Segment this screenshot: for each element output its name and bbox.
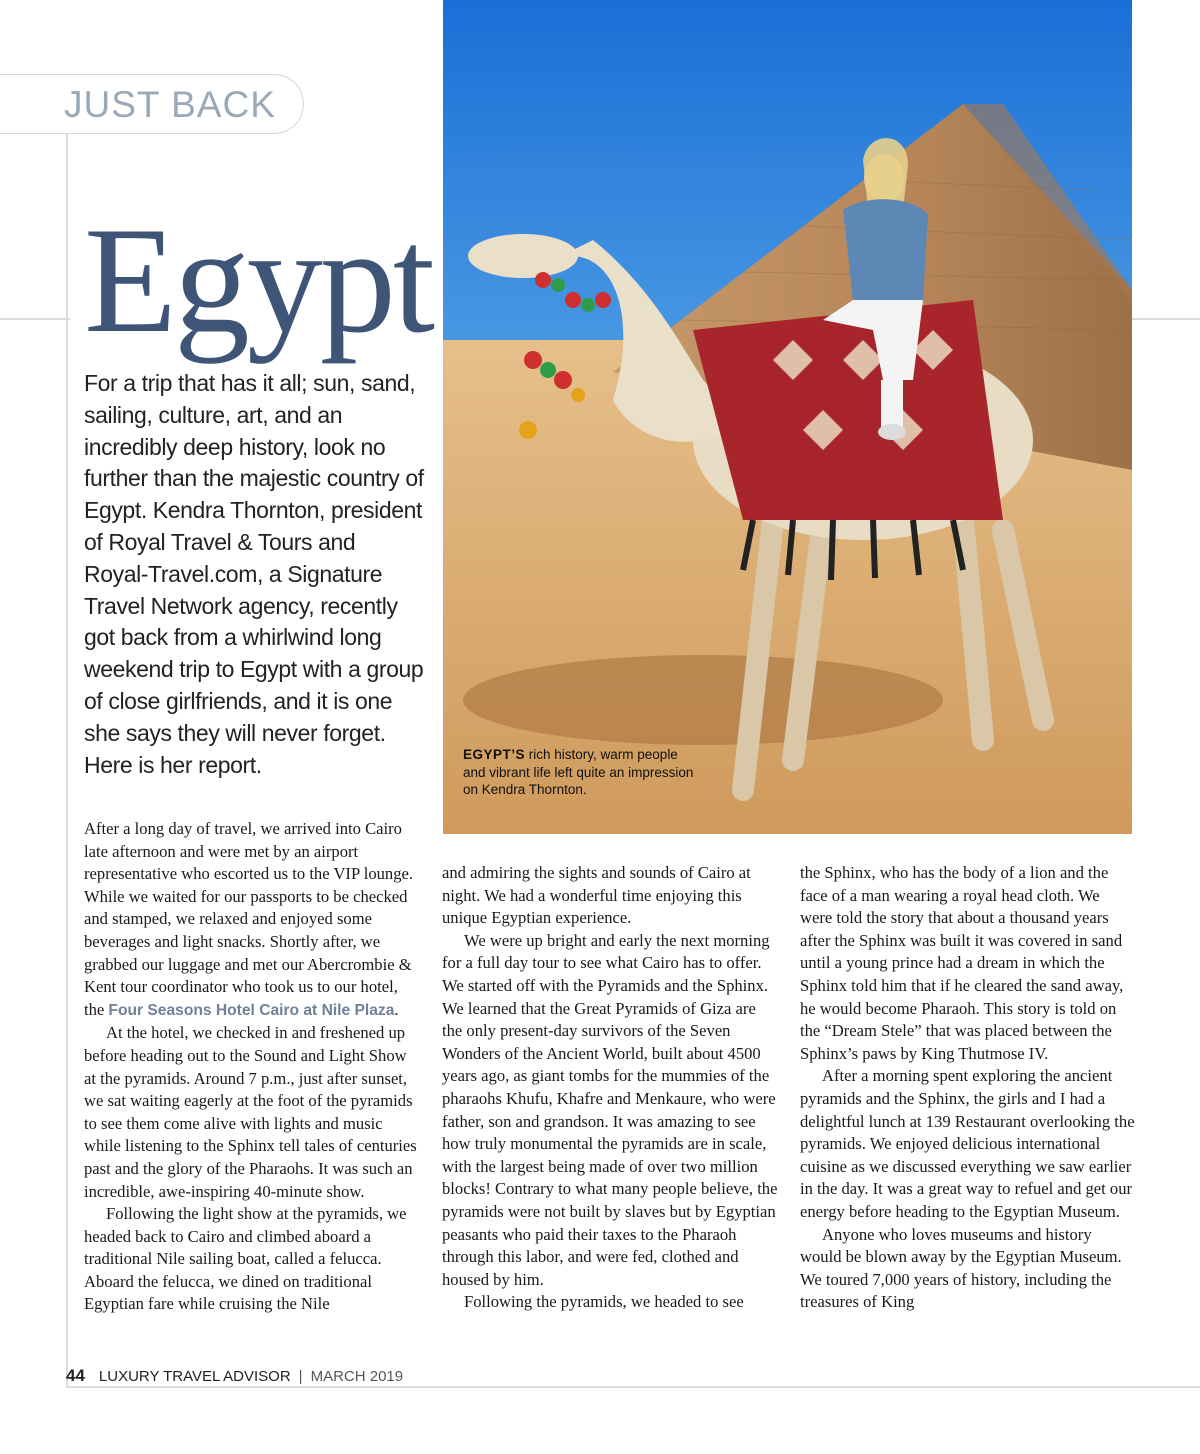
- article-deck: For a trip that has it all; sun, sand, sailing, culture, art, and an incredibly deep history, look no further than the majestic country of Egypt. Kendra Thornton, president of Royal Travel & Tours and Royal-Travel.com, a Signature Travel Network agency, recently got back from a whirlwind long weekend trip to Egypt with a group of close girlfriends, and it is one she says they will never forget. Here is her report.: [84, 370, 424, 778]
- paragraph: After a morning spent exploring the ancient pyramids and the Sphinx, the girls and I had a delightful lunch at 139 Restaurant overlooking the pyramids. We enjoyed delicious international cuisine as we discussed everything we saw earlier in the day. It was a great way to refuel and get our energy before heading to the Egyptian Museum.: [800, 1066, 1135, 1221]
- paragraph-text: After a long day of travel, we arrived into Cairo late afternoon and were met by an airport representative who escorted us to the VIP lounge. While we waited for our passports to be checked and stamped, we relaxed and enjoyed some beverages and light snacks. Shortly after, we grabbed our luggage and met our Abercrombie & Kent tour coordinator who took us to our hotel, the: [84, 819, 414, 1019]
- paragraph: and admiring the sights and sounds of Cairo at night. We had a wonderful time enjoying this unique Egyptian experience.: [442, 863, 751, 928]
- rule-vertical: [66, 134, 68, 1386]
- section-label: JUST BACK: [64, 84, 276, 125]
- page-number: 44: [66, 1366, 85, 1385]
- paragraph: Following the light show at the pyramids, we headed back to Cairo and climbed aboard a traditional Nile sailing boat, called a felucca. Aboard the felucca, we dined on traditional Egyptian fare while cruising the Nile: [84, 1204, 407, 1314]
- rule-left-tick: [0, 318, 70, 320]
- caption-lead: EGYPT’S: [463, 747, 526, 762]
- paragraph: Anyone who loves museums and history would be blown away by the Egyptian Museum. We toured 7,000 years of history, including the treasures of King: [800, 1224, 1122, 1312]
- paragraph: Following the pyramids, we headed to see: [464, 1292, 744, 1312]
- paragraph: the Sphinx, who has the body of a lion and the face of a man wearing a royal head cloth. We were told the story that about a thousand years after the Sphinx was built it was covered in sand until a young prince had a dream in which the Sphinx told him that if he cleared the sand away, he would become Pharaoh. This story is told on the “Dream Stele” that was placed between the Sphinx’s paws by King Thutmose IV.: [800, 863, 1124, 1063]
- caption-text: rich history, warm people and vibrant life left quite an impression on Kendra Thornton.: [463, 747, 694, 797]
- paragraph: [84, 818, 418, 1022]
- page-footer: [66, 1366, 403, 1386]
- body-column-2: [442, 862, 778, 1314]
- rule-right-tick: [1132, 318, 1200, 320]
- body-column-1: [84, 818, 418, 1316]
- paragraph-text: .: [394, 999, 399, 1019]
- paragraph: At the hotel, we checked in and freshened up before heading out to the Sound and Light Show at the pyramids. Around 7 p.m., just after sunset, we sat waiting eagerly at the foot of the pyramids to see them come alive with lights and music while listening to the Sphinx tell tales of centuries past and the glory of the Pharaohs. It was such an incredible, awe-inspiring 40-minute show.: [84, 1023, 417, 1201]
- footer-separator: |: [298, 1368, 303, 1385]
- paragraph: We were up bright and early the next morning for a full day tour to see what Cairo has to offer. We started off with the Pyramids and the Sphinx. We learned that the Great Pyramids of Giza are the only present-day survivors of the Seven Wonders of the Ancient World, built about 4500 years ago, as giant tombs for the mummies of the pharaohs Khufu, Khafre and Menkaure, who were father, son and grandson. It was amazing to see how truly monumental the pyramids are in scale, with the largest being made of over two million blocks! Contrary to what many people believe, the pyramids were not built by slaves but by Egyptian peasants who paid their taxes to the Pharaoh through this labor, and were fed, clothed and housed by him.: [442, 930, 778, 1289]
- article-title: Egypt: [84, 196, 433, 364]
- photo-caption: [463, 746, 703, 799]
- publication-name: LUXURY TRAVEL ADVISOR: [98, 1368, 291, 1385]
- rule-bottom: [66, 1386, 1200, 1388]
- photo-camel-pyramid: [443, 0, 1132, 834]
- body-column-3: [800, 862, 1136, 1314]
- hotel-link[interactable]: Four Seasons Hotel Cairo at Nile Plaza: [108, 1001, 395, 1019]
- issue-date: MARCH 2019: [310, 1368, 404, 1385]
